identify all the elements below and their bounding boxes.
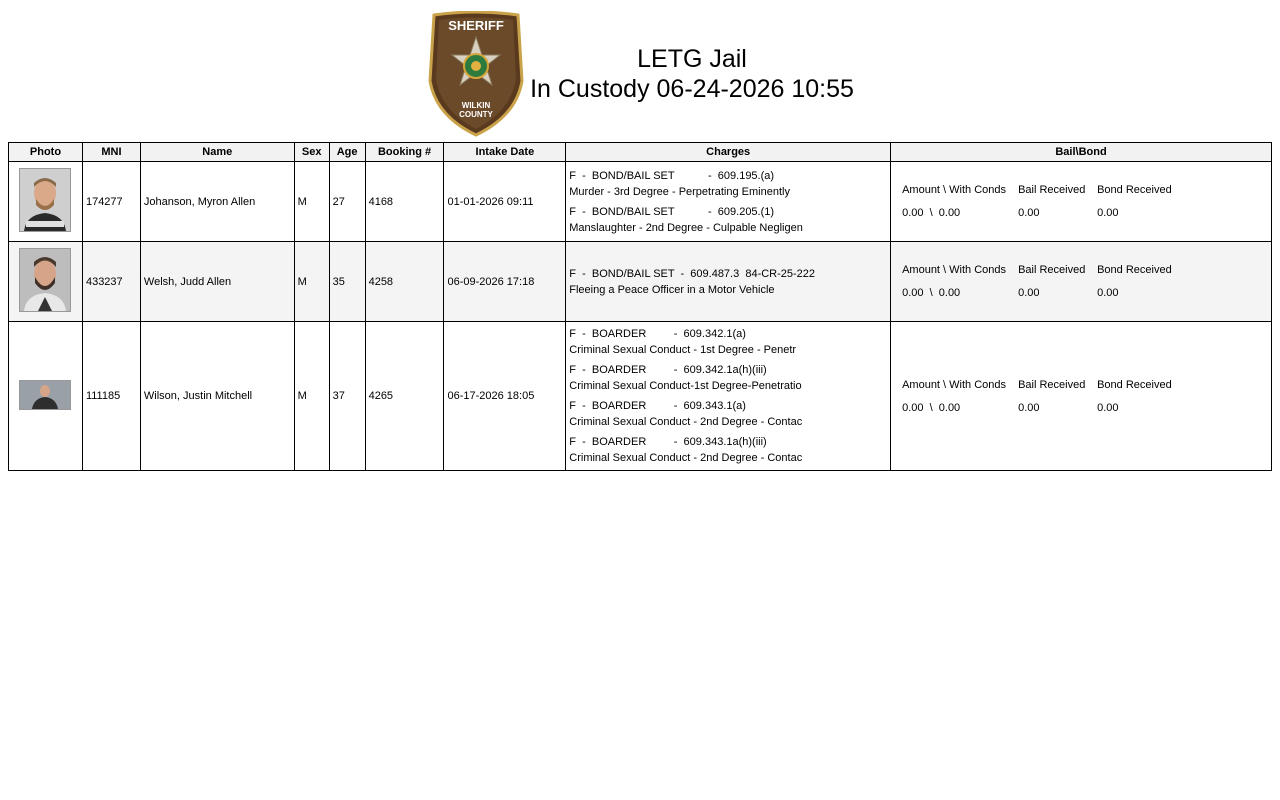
charges-cell (566, 322, 891, 471)
booking-cell: 4258 (365, 242, 444, 322)
col-header-age: Age (329, 143, 365, 162)
booking-cell: 4168 (365, 162, 444, 242)
bond-received-label: Bond Received (1097, 378, 1172, 391)
report-title (530, 44, 854, 104)
name-cell: Welsh, Judd Allen (140, 242, 294, 322)
intake-date-cell: 01-01-2026 09:11 (444, 162, 566, 242)
photo-cell (9, 162, 83, 242)
mni-cell: 174277 (82, 162, 140, 242)
charge-entry (569, 264, 887, 300)
bail-amount-value: 0.00 \ 0.00 (902, 287, 961, 299)
report-header (0, 0, 1280, 142)
sex-cell: M (294, 162, 329, 242)
charge-entry (569, 166, 887, 202)
bail-amount-label: Amount \ With Conds (902, 378, 1007, 391)
mni-cell: 433237 (82, 242, 140, 322)
mugshot-photo[interactable] (19, 168, 71, 232)
charge-entry (569, 202, 887, 238)
sex-cell: M (294, 242, 329, 322)
charge-code: F - BOARDER - 609.343.1a(h)(iii) (569, 436, 767, 448)
svg-text:SHERIFF: SHERIFF (448, 18, 504, 33)
custody-timestamp: In Custody 06-24-2026 10:55 (530, 75, 854, 103)
col-header-intake-date: Intake Date (444, 143, 566, 162)
charge-entry (569, 360, 887, 396)
intake-date-cell: 06-09-2026 17:18 (444, 242, 566, 322)
bail-bond-cell (891, 322, 1272, 471)
col-header-sex: Sex (294, 143, 329, 162)
charge-description: Criminal Sexual Conduct - 2nd Degree - Contac (569, 416, 803, 428)
photo-cell (9, 242, 83, 322)
charge-code: F - BOND/BAIL SET - 609.195.(a) (569, 169, 775, 182)
age-cell: 35 (329, 242, 365, 322)
charge-code: F - BOARDER - 609.342.1a(h)(iii) (569, 364, 767, 376)
svg-text:WILKIN: WILKIN (461, 101, 491, 110)
charge-description: Criminal Sexual Conduct - 2nd Degree - Contac (569, 452, 803, 464)
bond-received-value: 0.00 (1097, 401, 1119, 414)
svg-text:COUNTY: COUNTY (459, 110, 493, 119)
intake-date-cell: 06-17-2026 18:05 (444, 322, 566, 471)
mugshot-photo[interactable] (19, 248, 71, 312)
charge-code: F - BOARDER - 609.343.1(a) (569, 400, 746, 412)
bail-amount-label: Amount \ With Conds (902, 184, 1007, 196)
charge-description: Fleeing a Peace Officer in a Motor Vehicle (569, 283, 775, 296)
bail-received-label: Bail Received (1018, 378, 1086, 391)
col-header-booking: Booking # (365, 143, 444, 162)
table-row (9, 322, 1272, 471)
bail-received-value: 0.00 (1018, 287, 1040, 299)
charge-entry (569, 324, 887, 360)
col-header-mni: MNI (82, 143, 140, 162)
charge-description: Criminal Sexual Conduct - 1st Degree - Penetr (569, 344, 797, 356)
bail-amount-value: 0.00 \ 0.00 (902, 207, 961, 219)
bond-received-value: 0.00 (1097, 207, 1119, 219)
jail-name: LETG Jail (637, 45, 747, 73)
bail-received-value: 0.00 (1018, 401, 1040, 414)
charge-description: Criminal Sexual Conduct-1st Degree-Penetratio (569, 380, 802, 392)
sex-cell: M (294, 322, 329, 471)
bond-received-label: Bond Received (1097, 264, 1172, 276)
table-row (9, 162, 1272, 242)
inmate-roster-table (8, 142, 1272, 471)
mugshot-photo[interactable] (19, 380, 71, 410)
bail-received-label: Bail Received (1018, 264, 1086, 276)
charge-description: Murder - 3rd Degree - Perpetrating Eminently (569, 185, 790, 198)
bond-received-label: Bond Received (1097, 184, 1172, 196)
charge-description: Manslaughter - 2nd Degree - Culpable Negligen (569, 221, 803, 234)
charge-code: F - BOND/BAIL SET - 609.487.3 84-CR-25-222 (569, 267, 816, 280)
charge-entry (569, 432, 887, 468)
bail-received-label: Bail Received (1018, 184, 1086, 196)
sheriff-badge-logo (426, 11, 526, 137)
bail-amount-value: 0.00 \ 0.00 (902, 401, 961, 414)
name-cell: Wilson, Justin Mitchell (140, 322, 294, 471)
col-header-charges: Charges (566, 143, 891, 162)
table-row (9, 242, 1272, 322)
charges-cell (566, 162, 891, 242)
table-header-row (9, 143, 1272, 162)
charge-code: F - BOARDER - 609.342.1(a) (569, 328, 746, 340)
charge-entry (569, 396, 887, 432)
col-header-name: Name (140, 143, 294, 162)
bail-bond-cell (891, 242, 1272, 322)
col-header-bail-bond: Bail\Bond (891, 143, 1272, 162)
photo-cell (9, 322, 83, 471)
mni-cell: 111185 (82, 322, 140, 471)
bail-bond-cell (891, 162, 1272, 242)
age-cell: 37 (329, 322, 365, 471)
bond-received-value: 0.00 (1097, 287, 1119, 299)
bail-received-value: 0.00 (1018, 207, 1040, 219)
col-header-photo: Photo (9, 143, 83, 162)
booking-cell: 4265 (365, 322, 444, 471)
bail-amount-label: Amount \ With Conds (902, 264, 1007, 276)
charge-code: F - BOND/BAIL SET - 609.205.(1) (569, 205, 775, 218)
age-cell: 27 (329, 162, 365, 242)
charges-cell (566, 242, 891, 322)
name-cell: Johanson, Myron Allen (140, 162, 294, 242)
